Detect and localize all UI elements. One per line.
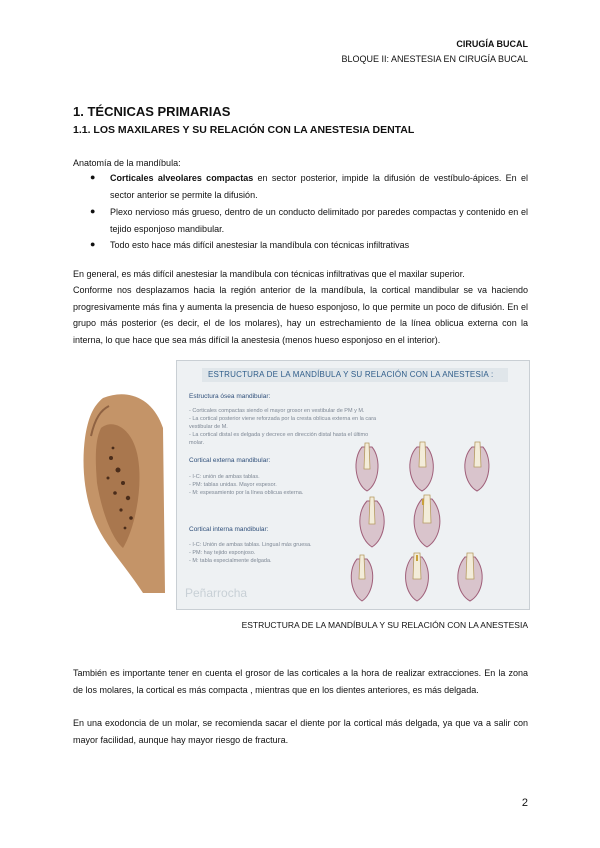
figure-title: ESTRUCTURA DE LA MANDÍBULA Y SU RELACIÓN CON LA ANESTESIA : [202, 368, 508, 382]
bullet-dot: ● [90, 172, 96, 182]
figure-line: - Corticales compactas siendo el mayor grosor en vestibular de PM y M. [189, 408, 365, 414]
figure-line: - M: espesamiento por la línea oblicua externa. [189, 490, 304, 496]
intro-text: Anatomía de la mandíbula: [73, 158, 181, 168]
figure-line: - M: tabla especialmente delgada. [189, 558, 272, 564]
section-title: 1. TÉCNICAS PRIMARIAS [73, 104, 231, 119]
bullet-dot: ● [90, 239, 96, 249]
paragraph-2: Conforme nos desplazamos hacia la región anterior de la mandíbula, la cortical mandibular se va haciendo progresivamente más fina y aumenta la presencia de hueso esponjoso, lo que permite un poco de difusión. En el grupo más posterior (es decir, el de los molares), hay un estrechamiento de la línea oblicua externa con la interna, lo que hace que sea más difícil la anestesia (menos hueso esponjoso en el interior). [73, 285, 528, 345]
bullet-text: en sector posterior, impide la difusión de vestíbulo-ápices. En el sector anterior se permite la difusión. [110, 173, 529, 200]
figure-line: - La cortical distal es delgada y decrece en dirección distal hasta el último molar. [189, 432, 369, 446]
paragraph-1: En general, es más difícil anestesiar la mandíbula con técnicas infiltrativas que el maxilar superior. [73, 269, 465, 279]
figure-line: - La cortical posterior viene reforzada por la cresta oblicua externa en la cara vestibular de M. [189, 416, 377, 430]
page-number: 2 [521, 797, 528, 809]
bullet-dot: ● [90, 206, 96, 216]
figure-section-heading: Cortical interna mandibular: [189, 526, 269, 533]
figure-watermark: Peñarrocha [185, 586, 248, 600]
mandible-photo [73, 388, 165, 593]
figure-section-heading: Estructura ósea mandibular: [189, 393, 271, 400]
bullet-bold: Corticales alveolares compactas [110, 173, 254, 183]
bullet-item [110, 204, 528, 237]
header-block: BLOQUE II: ANESTESIA EN CIRUGÍA BUCAL [341, 54, 528, 64]
tooth-cross-sections [347, 439, 517, 609]
figure-line: - I-C: unión de ambas tablas. [189, 474, 260, 480]
paragraph-4: En una exodoncia de un molar, se recomienda sacar el diente por la cortical más delgada, ya que va a salir con mayor facilidad, aunque hay mayor riesgo de fractura. [73, 718, 528, 745]
figure-caption: ESTRUCTURA DE LA MANDÍBULA Y SU RELACIÓN CON LA ANESTESIA [241, 620, 528, 630]
bullet-text: Todo esto hace más difícil anestesiar la mandíbula con técnicas infiltrativas [110, 240, 410, 250]
subsection-title: 1.1. LOS MAXILARES Y SU RELACIÓN CON LA ANESTESIA DENTAL [73, 124, 415, 136]
figure-line: - PM: hay tejido esponjoso. [189, 550, 256, 556]
figure-line: - I-C: Unión de ambas tablas. Lingual más gruesa. [189, 542, 312, 548]
bullet-item [110, 170, 528, 203]
figure-section-heading: Cortical externa mandibular: [189, 457, 271, 464]
header-subject: CIRUGÍA BUCAL [456, 39, 528, 49]
bullet-text: Plexo nervioso más grueso, dentro de un conducto delimitado por paredes compactas y contenido en el tejido esponjoso mandibular. [110, 207, 528, 234]
anatomy-figure [176, 360, 530, 610]
paragraph-3: También es importante tener en cuenta el grosor de las corticales a la hora de realizar extracciones. En la zona de los molares, la cortical es más compacta , mientras que en los dientes anteriores, es más delgada. [73, 668, 528, 695]
figure-line: - PM: tablas unidas. Mayor espesor. [189, 482, 277, 488]
bullet-item [110, 237, 528, 254]
